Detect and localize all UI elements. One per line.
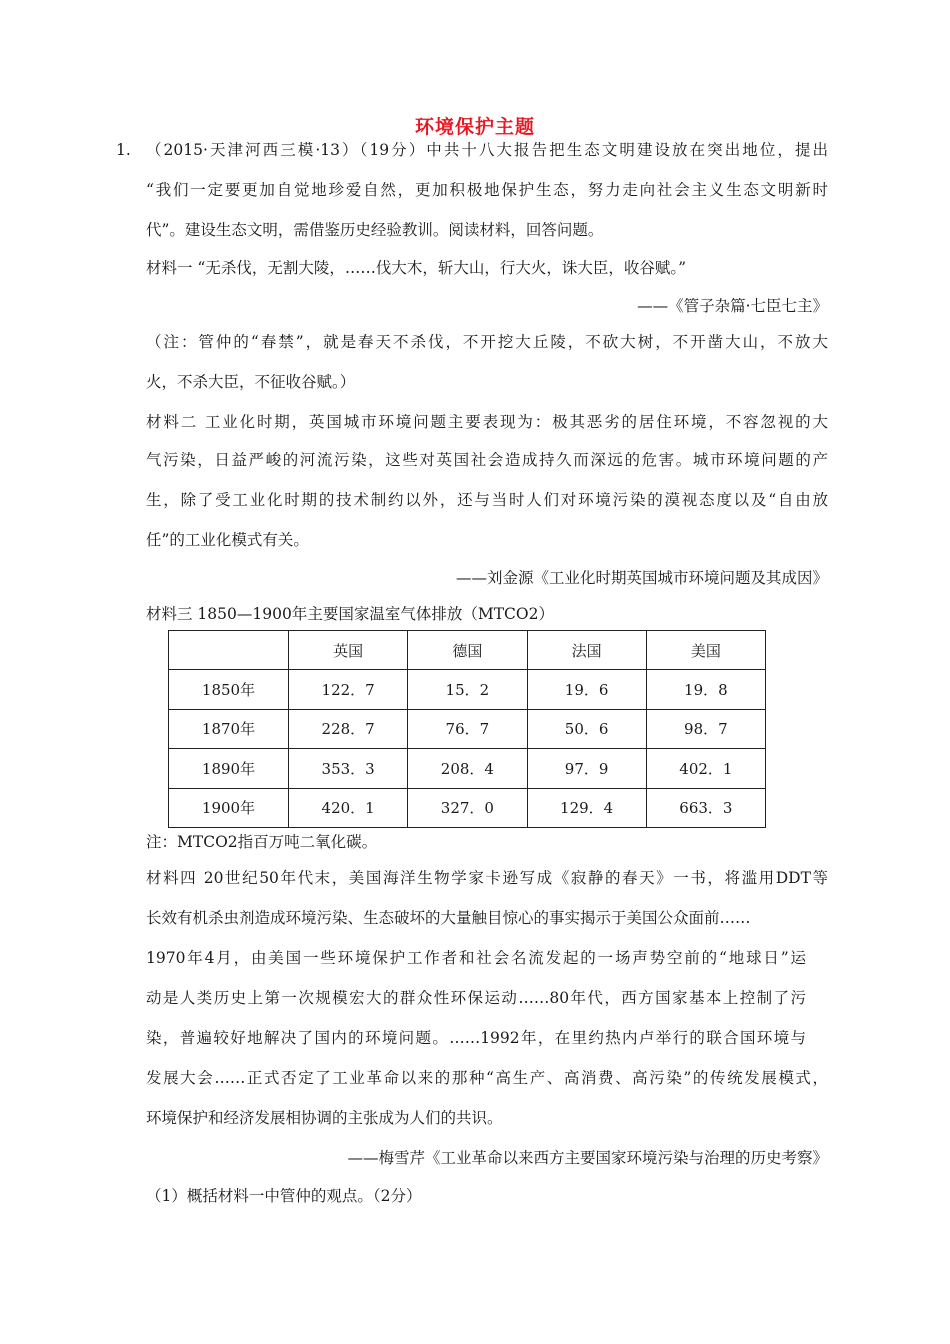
table-header-cell: 英国 xyxy=(289,631,408,670)
material4-line-4: 动是人类历史上第一次规模宏大的群众性环保运动……80年代，西方国家基本上控制了污 xyxy=(146,989,806,1007)
question-number: 1. xyxy=(116,141,131,159)
material3-caption: 材料三 1850—1900年主要国家温室气体排放（MTCO2） xyxy=(146,605,554,623)
material3-note: 注：MTCO2指百万吨二氧化碳。 xyxy=(146,833,378,851)
table-cell: 76．7 xyxy=(408,709,527,748)
material1-source: ——《管子杂篇·七臣七主》 xyxy=(637,297,828,315)
material4-source: ——梅雪芹《工业革命以来西方主要国家环境污染与治理的历史考察》 xyxy=(347,1149,828,1167)
table-header-cell: 法国 xyxy=(527,631,646,670)
table-cell: 228．7 xyxy=(289,709,408,748)
table-cell: 19．6 xyxy=(527,670,646,709)
table-header-row xyxy=(169,631,766,670)
table-cell: 19．8 xyxy=(646,670,765,709)
material4-line-2: 长效有机杀虫剂造成环境污染、生态破坏的大量触目惊心的事实揭示于美国公众面前…… xyxy=(146,909,751,927)
table-cell: 97．9 xyxy=(527,749,646,788)
material1-text: 材料一 “无杀伐，无割大陵，……伐大木，斩大山，行大火，诛大臣，收谷赋。” xyxy=(146,259,687,277)
table-cell: 420．1 xyxy=(289,788,408,827)
table-cell: 663．3 xyxy=(646,788,765,827)
material4-line-3: 1970年4月，由美国一些环境保护工作者和社会名流发起的一场声势空前的“地球日”运 xyxy=(146,949,806,967)
material4-line-5: 染，普遍较好地解决了国内的环境问题。……1992年，在里约热内卢举行的联合国环境与 xyxy=(146,1029,806,1047)
question-line-2: “我们一定要更加自觉地珍爱自然，更加积极地保护生态，努力走向社会主义生态文明新时 xyxy=(146,181,828,199)
table-row xyxy=(169,788,766,827)
table-cell: 129．4 xyxy=(527,788,646,827)
material2-line-2: 气污染，日益严峻的河流污染，这些对英国社会造成持久而深远的危害。城市环境问题的产 xyxy=(146,451,828,469)
emissions-table xyxy=(168,630,766,828)
table-cell: 353．3 xyxy=(289,749,408,788)
table-header-cell: 德国 xyxy=(408,631,527,670)
material1-note-line-2: 火，不杀大臣，不征收谷赋。） xyxy=(146,373,356,391)
material2-source: ——刘金源《工业化时期英国城市环境问题及其成因》 xyxy=(455,569,828,587)
table-cell: 15．2 xyxy=(408,670,527,709)
table-cell: 122．7 xyxy=(289,670,408,709)
material2-line-3: 生，除了受工业化时期的技术制约以外，还与当时人们对环境污染的漠视态度以及“自由放 xyxy=(146,491,828,509)
table-cell: 1850年 xyxy=(169,670,289,709)
page-title: 环境保护主题 xyxy=(414,116,535,138)
table-row xyxy=(169,749,766,788)
table-cell: 1900年 xyxy=(169,788,289,827)
table-cell: 208．4 xyxy=(408,749,527,788)
question-line-3: 代”。建设生态文明，需借鉴历史经验教训。阅读材料，回答问题。 xyxy=(146,221,604,239)
table-cell: 50．6 xyxy=(527,709,646,748)
table-header-cell: 美国 xyxy=(646,631,765,670)
table-header-cell xyxy=(169,631,289,670)
table-row xyxy=(169,670,766,709)
material2-line-4: 任”的工业化模式有关。 xyxy=(146,531,309,549)
table-cell: 327．0 xyxy=(408,788,527,827)
material1-note-line-1: （注：管仲的“春禁”，就是春天不杀伐，不开挖大丘陵，不砍大树，不开凿大山，不放大 xyxy=(146,333,828,351)
sub-question-1: （1）概括材料一中管仲的观点。（2分） xyxy=(146,1187,422,1205)
material4-line-7: 环境保护和经济发展相协调的主张成为人们的共识。 xyxy=(146,1109,503,1127)
table-cell: 1890年 xyxy=(169,749,289,788)
table-row xyxy=(169,709,766,748)
material2-line-1: 材料二 工业化时期，英国城市环境问题主要表现为：极其恶劣的居住环境，不容忽视的大 xyxy=(146,413,828,431)
material4-line-1: 材料四 20世纪50年代末，美国海洋生物学家卡逊写成《寂静的春天》一书，将滥用DDT等 xyxy=(146,869,828,887)
question-line-1: （2015·天津河西三模·13）（19分）中共十八大报告把生态文明建设放在突出地位，提出 xyxy=(146,141,828,159)
material4-line-6: 发展大会……正式否定了工业革命以来的那种“高生产、高消费、高污染”的传统发展模式， xyxy=(146,1069,828,1087)
table-cell: 98．7 xyxy=(646,709,765,748)
table-cell: 1870年 xyxy=(169,709,289,748)
table-cell: 402．1 xyxy=(646,749,765,788)
